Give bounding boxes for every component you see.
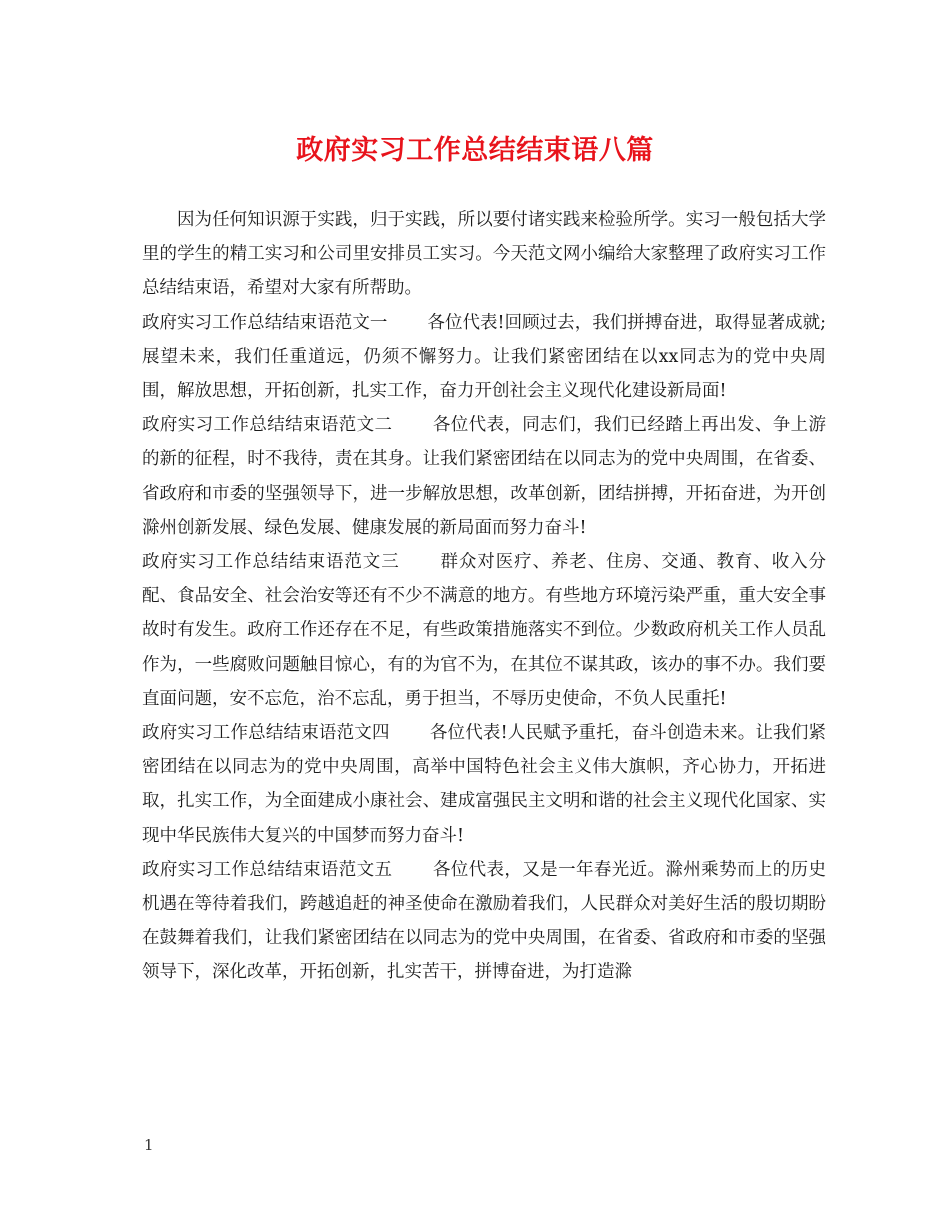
section-paragraph-2 — [142, 408, 826, 545]
section-heading-1: 政府实习工作总结结束语范文一 — [142, 312, 388, 333]
section-heading-3: 政府实习工作总结结束语范文三 — [142, 552, 400, 573]
section-heading-4: 政府实习工作总结结束语范文四 — [142, 723, 390, 744]
section-text-2: 各位代表，同志们，我们已经踏上再出发、争上游的新的征程，时不我待，责在其身。让我们紧密团结在以同志为的党中央周围，在省委、省政府和市委的坚强领导下，进一步解放思想，改革创新，团结拼搏，开拓奋进，为开创滁州创新发展、绿色发展、健康发展的新局面而努力奋斗! — [142, 415, 827, 538]
section-paragraph-1 — [142, 306, 826, 409]
section-paragraph-3 — [142, 545, 826, 716]
section-heading-5: 政府实习工作总结结束语范文五 — [142, 859, 393, 880]
intro-paragraph: 因为任何知识源于实践，归于实践，所以要付诸实践来检验所学。实习一般包括大学里的学生的精工实习和公司里安排员工实习。今天范文网小编给大家整理了政府实习工作总结结束语，希望对大家有所帮助。 — [142, 210, 826, 299]
section-text-4: 各位代表!人民赋予重托，奋斗创造未来。让我们紧密团结在以同志为的党中央周围，高举中国特色社会主义伟大旗帜，齐心协力，开拓进取，扎实工作，为全面建成小康社会、建成富强民主文明和谐的社会主义现代化国家、实现中华民族伟大复兴的中国梦而努力奋斗! — [142, 723, 827, 846]
section-heading-2: 政府实习工作总结结束语范文二 — [142, 415, 393, 436]
section-text-5: 各位代表，又是一年春光近。滁州乘势而上的历史机遇在等待着我们，跨越追赶的神圣使命在激励着我们，人民群众对美好生活的殷切期盼在鼓舞着我们，让我们紧密团结在以同志为的党中央周围，在省委、省政府和市委的坚强领导下，深化改革，开拓创新，扎实苦干，拼博奋进，为打造滁 — [142, 859, 827, 983]
section-text-3: 群众对医疗、养老、住房、交通、教育、收入分配、食品安全、社会治安等还有不少不满意的地方。有些地方环境污染严重，重大安全事故时有发生。政府工作还存在不足，有些政策措施落实不到位。少数政府机关工作人员乱作为，一些腐败问题触目惊心，有的为官不为，在其位不谋其政，该办的事不办。我们要直面问题，安不忘危，治不忘乱，勇于担当，不辱历史使命，不负人民重托! — [142, 552, 827, 709]
page-number: 1 — [144, 1136, 154, 1154]
section-text-1: 各位代表!回顾过去，我们拼搏奋进，取得显著成就;展望未来，我们任重道远，仍须不懈努力。让我们紧密团结在以xx同志为的党中央周围，解放思想，开拓创新，扎实工作，奋力开创社会主义现代化建设新局面! — [142, 312, 826, 402]
document-title: 政府实习工作总结结束语八篇 — [296, 135, 654, 166]
section-paragraph-4 — [142, 716, 826, 853]
document-body — [142, 203, 826, 990]
section-paragraph-5 — [142, 853, 826, 990]
